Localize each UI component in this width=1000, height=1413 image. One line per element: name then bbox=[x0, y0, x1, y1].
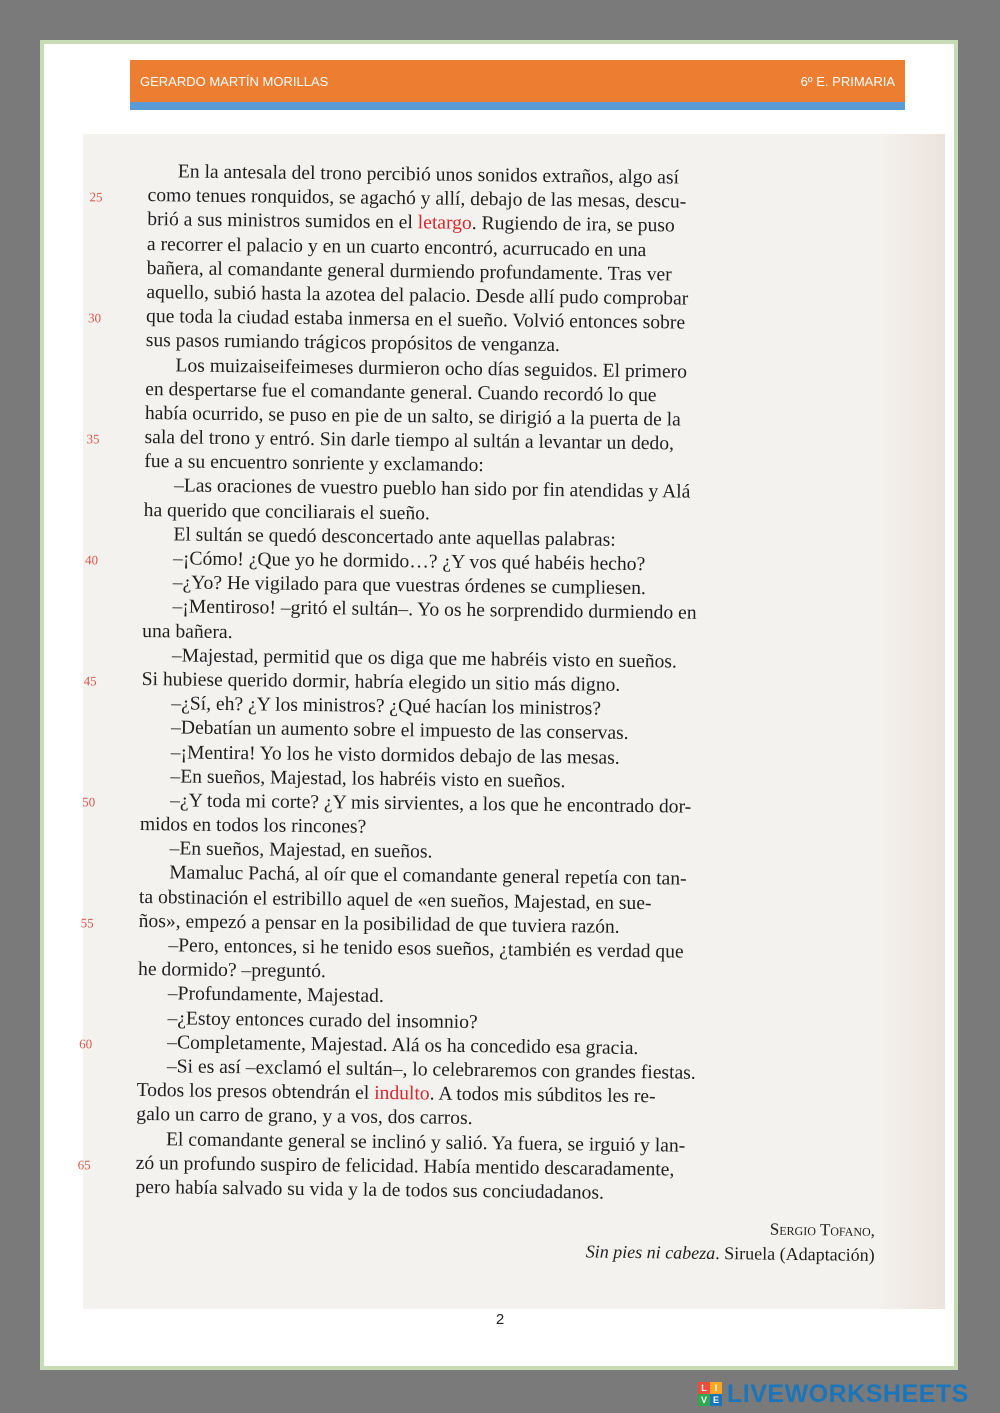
line-text: que toda la ciudad estaba inmersa en el sueño. Volvió entonces sobre bbox=[145, 306, 686, 334]
line-text: una bañera. bbox=[142, 620, 233, 643]
line-text: brió a sus ministros sumidos en el bbox=[147, 209, 418, 234]
line-text: he dormido? –preguntó. bbox=[137, 959, 326, 983]
line-text: –Pero, entonces, si he tenido esos sueños, ¿también es verdad que bbox=[168, 935, 684, 963]
line-text: –¡Cómo! ¿Que yo he dormido…? ¿Y vos qué habéis hecho? bbox=[173, 548, 646, 576]
line-text: El comandante general se inclinó y salió. Ya fuera, se irguió y lan- bbox=[165, 1128, 686, 1157]
line-text: –¡Mentira! Yo los he visto dormidos debajo de las mesas. bbox=[170, 741, 620, 769]
line-text: midos en todos los rincones? bbox=[139, 814, 367, 838]
line-text: bañera, al comandante general durmiendo profundamente. Tras ver bbox=[146, 257, 672, 286]
attribution-author: Sergio Tofano, bbox=[769, 1219, 876, 1241]
logo-square: I bbox=[710, 1382, 722, 1394]
line-text: Todos los presos obtendrán el bbox=[136, 1080, 375, 1104]
line-text: zó un profundo suspiro de felicidad. Había mentido descaradamente, bbox=[135, 1152, 675, 1181]
header-author: GERARDO MARTÍN MORILLAS bbox=[140, 73, 329, 89]
line-text: –Completamente, Majestad. Alá os ha concedido esa gracia. bbox=[167, 1032, 639, 1059]
line-text: . A todos mis súbditos les re- bbox=[429, 1083, 656, 1108]
liveworksheets-brand[interactable] bbox=[698, 1378, 969, 1410]
line-text: Los muizaiseifeimeses durmieron ocho días seguidos. El primero bbox=[175, 354, 688, 383]
line-text: –En sueños, Majestad, en sueños. bbox=[169, 838, 433, 863]
story-lines bbox=[77, 160, 918, 1209]
line-text: –Majestad, permitid que os diga que me habréis visto en sueños. bbox=[171, 645, 678, 673]
line-text: ta obstinación el estribillo aquel de «en sueños, Majestad, en sue- bbox=[138, 886, 652, 914]
line-text: –Las oraciones de vuestro pueblo han sido por fin atendidas y Alá bbox=[173, 475, 691, 504]
line-text: –¿Yo? He vigilado para que vuestras órdenes se cumpliesen. bbox=[172, 572, 646, 600]
line-text: como tenues ronquidos, se agachó y allí, debajo de las mesas, descu- bbox=[147, 185, 687, 213]
line-text: pero había salvado su vida y la de todos sus conciudadanos. bbox=[135, 1176, 605, 1204]
line-text: –Debatían un aumento sobre el impuesto de las conservas. bbox=[170, 717, 629, 745]
page-header bbox=[130, 60, 905, 102]
logo-square: V bbox=[698, 1394, 710, 1406]
line-text: Mamaluc Pachá, al oír que el comandante general repetía con tan- bbox=[169, 862, 687, 891]
line-text: sus pasos rumiando trágicos propósitos de venganza. bbox=[145, 330, 560, 357]
line-number: 60 bbox=[79, 1035, 93, 1052]
line-number: 25 bbox=[89, 189, 103, 205]
line-number: 45 bbox=[83, 673, 97, 689]
line-text: Si hubiese querido dormir, habría elegido un sitio más digno. bbox=[141, 668, 621, 696]
line-text: sala del trono y entró. Sin darle tiempo al sultán a levantar un dedo, bbox=[144, 427, 675, 455]
line-text: –En sueños, Majestad, los habréis visto en sueños. bbox=[170, 766, 566, 792]
line-number: 50 bbox=[82, 794, 96, 810]
line-text: ha querido que conciliarais el sueño. bbox=[143, 499, 431, 525]
line-text: –Si es así –exclamó el sultán–, lo celebraremos con grandes fiestas. bbox=[166, 1056, 696, 1084]
line-text: fue a su encuentro sonriente y exclamando: bbox=[144, 451, 484, 477]
line-text: a recorrer el palacio y en un cuarto encontró, acurrucado en una bbox=[146, 233, 647, 261]
page-number: 2 bbox=[495, 1311, 505, 1328]
header-grade: 6º E. PRIMARIA bbox=[800, 73, 895, 89]
line-text: había ocurrido, se puso en pie de un salto, se dirigió a la puerta de la bbox=[144, 402, 681, 431]
liveworksheets-logo-icon bbox=[698, 1382, 722, 1406]
line-text: . Rugiendo de ira, se puso bbox=[471, 213, 675, 237]
line-text: galo un carro de grano, y a vos, dos carros. bbox=[136, 1104, 473, 1130]
story-text bbox=[77, 160, 918, 1268]
scanned-text-page bbox=[77, 134, 945, 1309]
line-text: ños», empezó a pensar en la posibilidad de que tuviera razón. bbox=[138, 910, 620, 938]
logo-square: L bbox=[698, 1382, 710, 1394]
line-text: El sultán se quedó desconcertado ante aquellas palabras: bbox=[173, 524, 616, 551]
highlighted-word: indulto bbox=[374, 1082, 430, 1105]
line-number: 55 bbox=[80, 915, 94, 931]
line-text: –¿Estoy entonces curado del insomnio? bbox=[167, 1007, 478, 1033]
attribution-book: Sin pies ni cabeza bbox=[585, 1241, 716, 1264]
line-text: aquello, subió hasta la azotea del palacio. Desde allí pudo comprobar bbox=[146, 281, 689, 310]
logo-square: E bbox=[710, 1394, 722, 1406]
line-number: 40 bbox=[85, 552, 99, 568]
line-text: –Profundamente, Majestad. bbox=[167, 983, 384, 1008]
line-number: 65 bbox=[77, 1156, 91, 1173]
highlighted-word: letargo bbox=[417, 212, 472, 235]
line-text: –¿Y toda mi corte? ¿Y mis sirvientes, a los que he encontrado dor- bbox=[170, 790, 692, 818]
header-rule bbox=[130, 102, 905, 110]
line-text: en despertarse fue el comandante general. Cuando recordó lo que bbox=[145, 378, 657, 406]
line-text: –¡Mentiroso! –gritó el sultán–. Yo os he sorprendido durmiendo en bbox=[172, 596, 697, 625]
line-text: En la antesala del trono percibió unos sonidos extraños, algo así bbox=[177, 161, 680, 189]
attribution-publisher: . Siruela (Adaptación) bbox=[715, 1243, 875, 1266]
line-number: 35 bbox=[86, 431, 100, 447]
line-number: 30 bbox=[87, 310, 102, 326]
line-text: –¿Sí, eh? ¿Y los ministros? ¿Qué hacían los ministros? bbox=[171, 693, 602, 720]
brand-name: LIVEWORKSHEETS bbox=[727, 1379, 969, 1408]
